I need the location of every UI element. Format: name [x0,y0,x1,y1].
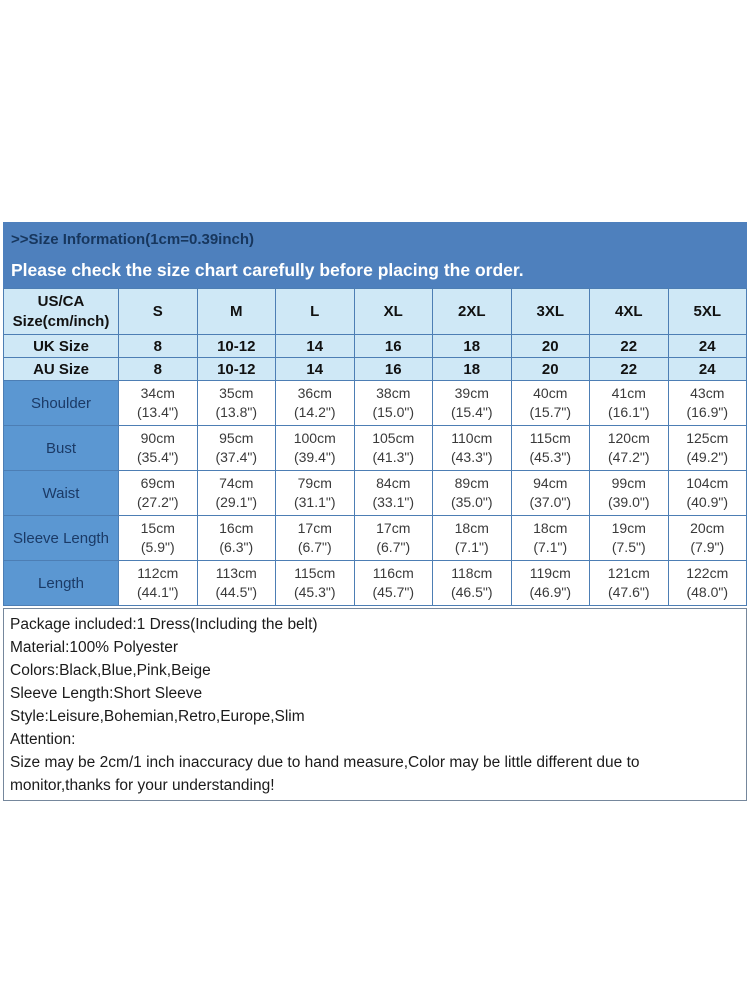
au-size-cell: 18 [433,358,512,381]
inch-value: (14.2") [293,404,336,420]
au-size-cell: 14 [276,358,355,381]
cm-value: 94cm [533,475,568,491]
inch-value: (47.6") [607,584,650,600]
measurement-cell [276,471,355,516]
uk-size-cell: 14 [276,335,355,358]
measurement-cell [668,381,747,426]
table-row-waist [4,471,747,516]
cm-value: 17cm [376,520,411,536]
measurement-cell [668,471,747,516]
table-row-sleeve-length [4,516,747,561]
cm-value: 99cm [611,475,646,491]
uk-size-cell: 16 [354,335,433,358]
cm-value: 34cm [140,385,175,401]
inch-value: (7.1") [533,539,568,555]
inch-value: (27.2") [136,494,179,510]
measurement-cell [511,381,590,426]
cm-value: 39cm [454,385,489,401]
detail-line-package: Package included:1 Dress(Including the belt) [10,616,318,633]
measurement-cell [354,426,433,471]
cm-value: 18cm [533,520,568,536]
inch-value: (5.9") [140,539,175,555]
size-info-title: >>Size Information(1cm=0.39inch) [11,231,254,248]
inch-value: (15.0") [372,404,415,420]
cm-value: 100cm [293,430,336,446]
size-info-banner [3,222,747,288]
measurement-cell [433,516,512,561]
cm-value: 18cm [454,520,489,536]
measurement-cell [511,561,590,606]
au-size-cell: 24 [668,358,747,381]
measurement-cell [511,426,590,471]
inch-value: (37.4") [215,449,258,465]
cm-value: 110cm [451,430,493,446]
inch-value: (7.1") [454,539,489,555]
column-header-m: M [197,289,276,335]
au-size-row [4,358,747,381]
cm-value: 115cm [529,430,571,446]
inch-value: (37.0") [529,494,572,510]
measurement-cell [433,471,512,516]
cm-value: 113cm [215,565,257,581]
cm-value: 40cm [533,385,568,401]
inch-value: (35.4") [136,449,179,465]
cm-value: 41cm [611,385,646,401]
measurement-cell [276,426,355,471]
column-header-2xl: 2XL [433,289,512,335]
measurement-cell [119,381,198,426]
inch-value: (41.3") [372,449,415,465]
measurement-cell [197,471,276,516]
measurement-cell [590,381,669,426]
measurement-cell [197,381,276,426]
inch-value: (39.0") [607,494,650,510]
cm-value: 125cm [686,430,729,446]
detail-line-material: Material:100% Polyester [10,639,178,656]
measurement-cell [197,426,276,471]
uk-size-cell: 20 [511,335,590,358]
inch-value: (31.1") [293,494,336,510]
detail-line-style: Style:Leisure,Bohemian,Retro,Europe,Slim [10,708,305,725]
column-header-s: S [119,289,198,335]
au-size-cell: 22 [590,358,669,381]
cm-value: 95cm [219,430,254,446]
inch-value: (35.0") [450,494,493,510]
inch-value: (13.4") [136,404,179,420]
detail-line-attention: Attention: [10,731,76,748]
uk-size-cell: 18 [433,335,512,358]
table-row-bust [4,426,747,471]
cm-value: 38cm [376,385,411,401]
cm-value: 115cm [294,565,336,581]
measurement-cell [276,516,355,561]
measurement-cell [119,561,198,606]
inch-value: (7.5") [611,539,646,555]
measurement-cell [276,561,355,606]
inch-value: (13.8") [215,404,258,420]
row-label-sleeve-length: Sleeve Length [4,516,119,561]
measurement-cell [354,471,433,516]
uk-size-cell: 8 [119,335,198,358]
measurement-cell [511,471,590,516]
cm-value: 35cm [219,385,254,401]
measurement-cell [433,561,512,606]
au-size-cell: 16 [354,358,433,381]
cm-value: 90cm [140,430,175,446]
measurement-cell [511,516,590,561]
row-label-shoulder: Shoulder [4,381,119,426]
cm-value: 104cm [686,475,729,491]
inch-value: (48.0") [686,584,729,600]
measurement-cell [197,561,276,606]
inch-value: (43.3") [450,449,493,465]
cm-value: 43cm [690,385,725,401]
inch-value: (6.3") [219,539,254,555]
uk-size-label: UK Size [4,335,119,358]
measurement-cell [668,426,747,471]
measurement-cell [590,471,669,516]
inch-value: (16.9") [686,404,729,420]
column-header-4xl: 4XL [590,289,669,335]
inch-value: (15.7") [529,404,572,420]
inch-value: (6.7") [376,539,411,555]
measurement-cell [197,516,276,561]
inch-value: (33.1") [372,494,415,510]
inch-value: (45.3") [529,449,572,465]
au-size-cell: 10-12 [197,358,276,381]
inch-value: (6.7") [297,539,332,555]
cm-value: 121cm [607,565,650,581]
row-label-bust: Bust [4,426,119,471]
measurement-cell [668,516,747,561]
inch-value: (47.2") [607,449,650,465]
measurement-cell [276,381,355,426]
detail-line-colors: Colors:Black,Blue,Pink,Beige [10,662,211,679]
measurement-cell [590,426,669,471]
measurement-cell [433,381,512,426]
au-size-label: AU Size [4,358,119,381]
inch-value: (7.9") [690,539,725,555]
cm-value: 36cm [297,385,332,401]
measurement-cell [590,561,669,606]
inch-value: (15.4") [450,404,493,420]
row-label-waist: Waist [4,471,119,516]
cm-value: 120cm [607,430,650,446]
inch-value: (16.1") [607,404,650,420]
size-chart-notice: Please check the size chart carefully before placing the order. [11,260,524,280]
cm-value: 119cm [529,565,571,581]
product-details-box [3,608,747,801]
inch-value: (45.7") [372,584,415,600]
inch-value: (44.5") [215,584,258,600]
measurement-cell [119,426,198,471]
cm-value: 17cm [297,520,332,536]
cm-value: 74cm [219,475,254,491]
cm-value: 89cm [454,475,489,491]
corner-label: US/CA Size(cm/inch) [4,289,119,335]
column-header-3xl: 3XL [511,289,590,335]
column-header-5xl: 5XL [668,289,747,335]
row-label-length: Length [4,561,119,606]
cm-value: 116cm [372,565,414,581]
inch-value: (39.4") [293,449,336,465]
inch-value: (40.9") [686,494,729,510]
column-header-xl: XL [354,289,433,335]
measurement-cell [668,561,747,606]
detail-line-sleeve: Sleeve Length:Short Sleeve [10,685,203,702]
cm-value: 69cm [140,475,175,491]
measurement-cell [119,516,198,561]
cm-value: 122cm [686,565,729,581]
inch-value: (29.1") [215,494,258,510]
uk-size-cell: 22 [590,335,669,358]
cm-value: 118cm [451,565,493,581]
inch-value: (45.3") [293,584,336,600]
uk-size-cell: 24 [668,335,747,358]
size-information-section [3,222,747,801]
measurement-cell [590,516,669,561]
size-header-row [4,289,747,335]
cm-value: 20cm [690,520,725,536]
cm-value: 15cm [140,520,175,536]
detail-line-attention-note: Size may be 2cm/1 inch inaccuracy due to hand measure,Color may be little different due to monitor,thanks for your understanding! [10,754,640,794]
inch-value: (46.9") [529,584,572,600]
column-header-l: L [276,289,355,335]
cm-value: 79cm [297,475,332,491]
uk-size-row [4,335,747,358]
measurement-cell [354,561,433,606]
measurement-cell [119,471,198,516]
inch-value: (49.2") [686,449,729,465]
cm-value: 19cm [611,520,646,536]
inch-value: (46.5") [450,584,493,600]
table-row-length [4,561,747,606]
size-chart-table [3,288,747,606]
cm-value: 105cm [372,430,415,446]
measurement-cell [354,381,433,426]
measurement-cell [433,426,512,471]
measurement-cell [354,516,433,561]
table-row-shoulder [4,381,747,426]
uk-size-cell: 10-12 [197,335,276,358]
cm-value: 112cm [137,565,179,581]
au-size-cell: 8 [119,358,198,381]
cm-value: 84cm [376,475,411,491]
cm-value: 16cm [219,520,254,536]
au-size-cell: 20 [511,358,590,381]
inch-value: (44.1") [136,584,179,600]
